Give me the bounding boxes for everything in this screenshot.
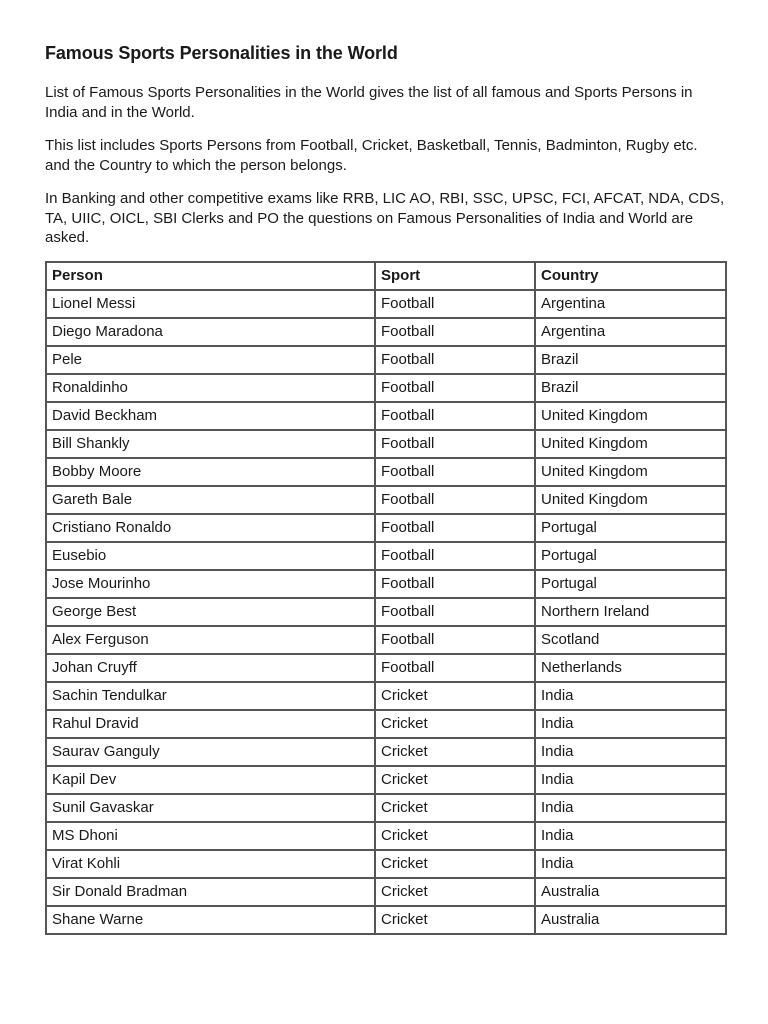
cell-country: United Kingdom — [535, 486, 726, 514]
cell-person: Shane Warne — [46, 906, 375, 934]
header-country: Country — [535, 262, 726, 290]
table-row — [46, 486, 726, 514]
document-page — [45, 40, 725, 928]
table-header-row — [46, 262, 726, 290]
table-body — [46, 290, 726, 934]
cell-sport: Football — [375, 430, 535, 458]
cell-person: Sunil Gavaskar — [46, 794, 375, 822]
table-row — [46, 766, 726, 794]
cell-country: India — [535, 682, 726, 710]
cell-country: United Kingdom — [535, 402, 726, 430]
cell-sport: Football — [375, 346, 535, 374]
cell-country: Australia — [535, 906, 726, 934]
table-row — [46, 514, 726, 542]
cell-person: Rahul Dravid — [46, 710, 375, 738]
cell-country: Brazil — [535, 346, 726, 374]
table-row — [46, 794, 726, 822]
table-row — [46, 598, 726, 626]
cell-sport: Cricket — [375, 878, 535, 906]
cell-person: Kapil Dev — [46, 766, 375, 794]
cell-country: Argentina — [535, 290, 726, 318]
cell-person: Bill Shankly — [46, 430, 375, 458]
table-row — [46, 682, 726, 710]
table-row — [46, 290, 726, 318]
table-row — [46, 822, 726, 850]
table-row — [46, 402, 726, 430]
table-row — [46, 458, 726, 486]
cell-sport: Football — [375, 374, 535, 402]
table-row — [46, 318, 726, 346]
cell-sport: Football — [375, 458, 535, 486]
cell-sport: Cricket — [375, 850, 535, 878]
cell-country: India — [535, 850, 726, 878]
cell-sport: Football — [375, 402, 535, 430]
table-row — [46, 850, 726, 878]
cell-country: India — [535, 794, 726, 822]
table-row — [46, 710, 726, 738]
cell-person: Pele — [46, 346, 375, 374]
table-row — [46, 738, 726, 766]
cell-sport: Cricket — [375, 906, 535, 934]
cell-sport: Cricket — [375, 710, 535, 738]
cell-sport: Football — [375, 514, 535, 542]
cell-country: Northern Ireland — [535, 598, 726, 626]
cell-person: Cristiano Ronaldo — [46, 514, 375, 542]
cell-sport: Cricket — [375, 766, 535, 794]
cell-person: Virat Kohli — [46, 850, 375, 878]
cell-country: Portugal — [535, 570, 726, 598]
personalities-table — [45, 261, 727, 935]
scope-paragraph: This list includes Sports Persons from Football, Cricket, Basketball, Tennis, Badminton, Rugby etc. and the Country to which the person belongs. — [45, 137, 698, 174]
cell-country: Scotland — [535, 626, 726, 654]
page-title: Famous Sports Personalities in the World — [45, 43, 398, 63]
cell-country: India — [535, 738, 726, 766]
cell-country: India — [535, 822, 726, 850]
cell-country: Brazil — [535, 374, 726, 402]
cell-country: United Kingdom — [535, 430, 726, 458]
cell-sport: Football — [375, 654, 535, 682]
table-row — [46, 430, 726, 458]
table-row — [46, 626, 726, 654]
header-sport: Sport — [375, 262, 535, 290]
cell-sport: Football — [375, 598, 535, 626]
cell-person: Jose Mourinho — [46, 570, 375, 598]
cell-person: Bobby Moore — [46, 458, 375, 486]
cell-person: Alex Ferguson — [46, 626, 375, 654]
table-row — [46, 654, 726, 682]
cell-person: Saurav Ganguly — [46, 738, 375, 766]
personalities-table-wrapper — [45, 261, 725, 935]
cell-country: India — [535, 766, 726, 794]
cell-sport: Cricket — [375, 682, 535, 710]
table-row — [46, 374, 726, 402]
cell-sport: Football — [375, 542, 535, 570]
table-row — [46, 542, 726, 570]
table-row — [46, 878, 726, 906]
cell-sport: Cricket — [375, 794, 535, 822]
header-person: Person — [46, 262, 375, 290]
cell-person: David Beckham — [46, 402, 375, 430]
cell-person: George Best — [46, 598, 375, 626]
cell-country: Netherlands — [535, 654, 726, 682]
cell-person: Diego Maradona — [46, 318, 375, 346]
cell-country: Portugal — [535, 514, 726, 542]
table-row — [46, 570, 726, 598]
table-row — [46, 346, 726, 374]
cell-person: Sachin Tendulkar — [46, 682, 375, 710]
cell-country: India — [535, 710, 726, 738]
cell-sport: Football — [375, 570, 535, 598]
cell-country: Australia — [535, 878, 726, 906]
cell-sport: Football — [375, 486, 535, 514]
cell-sport: Football — [375, 626, 535, 654]
table-row — [46, 906, 726, 934]
intro-paragraph: List of Famous Sports Personalities in the World gives the list of all famous and Sports Persons in India and in the World. — [45, 84, 693, 121]
cell-country: Argentina — [535, 318, 726, 346]
cell-person: Eusebio — [46, 542, 375, 570]
cell-sport: Football — [375, 318, 535, 346]
cell-country: United Kingdom — [535, 458, 726, 486]
exams-paragraph: In Banking and other competitive exams like RRB, LIC AO, RBI, SSC, UPSC, FCI, AFCAT, NDA, CDS, TA, UIIC, OICL, SBI Clerks and PO the questions on Famous Personalities of India and World are asked. — [45, 190, 725, 246]
cell-sport: Cricket — [375, 738, 535, 766]
cell-sport: Cricket — [375, 822, 535, 850]
cell-person: Sir Donald Bradman — [46, 878, 375, 906]
cell-person: Ronaldinho — [46, 374, 375, 402]
cell-sport: Football — [375, 290, 535, 318]
cell-country: Portugal — [535, 542, 726, 570]
cell-person: Gareth Bale — [46, 486, 375, 514]
cell-person: MS Dhoni — [46, 822, 375, 850]
cell-person: Lionel Messi — [46, 290, 375, 318]
cell-person: Johan Cruyff — [46, 654, 375, 682]
